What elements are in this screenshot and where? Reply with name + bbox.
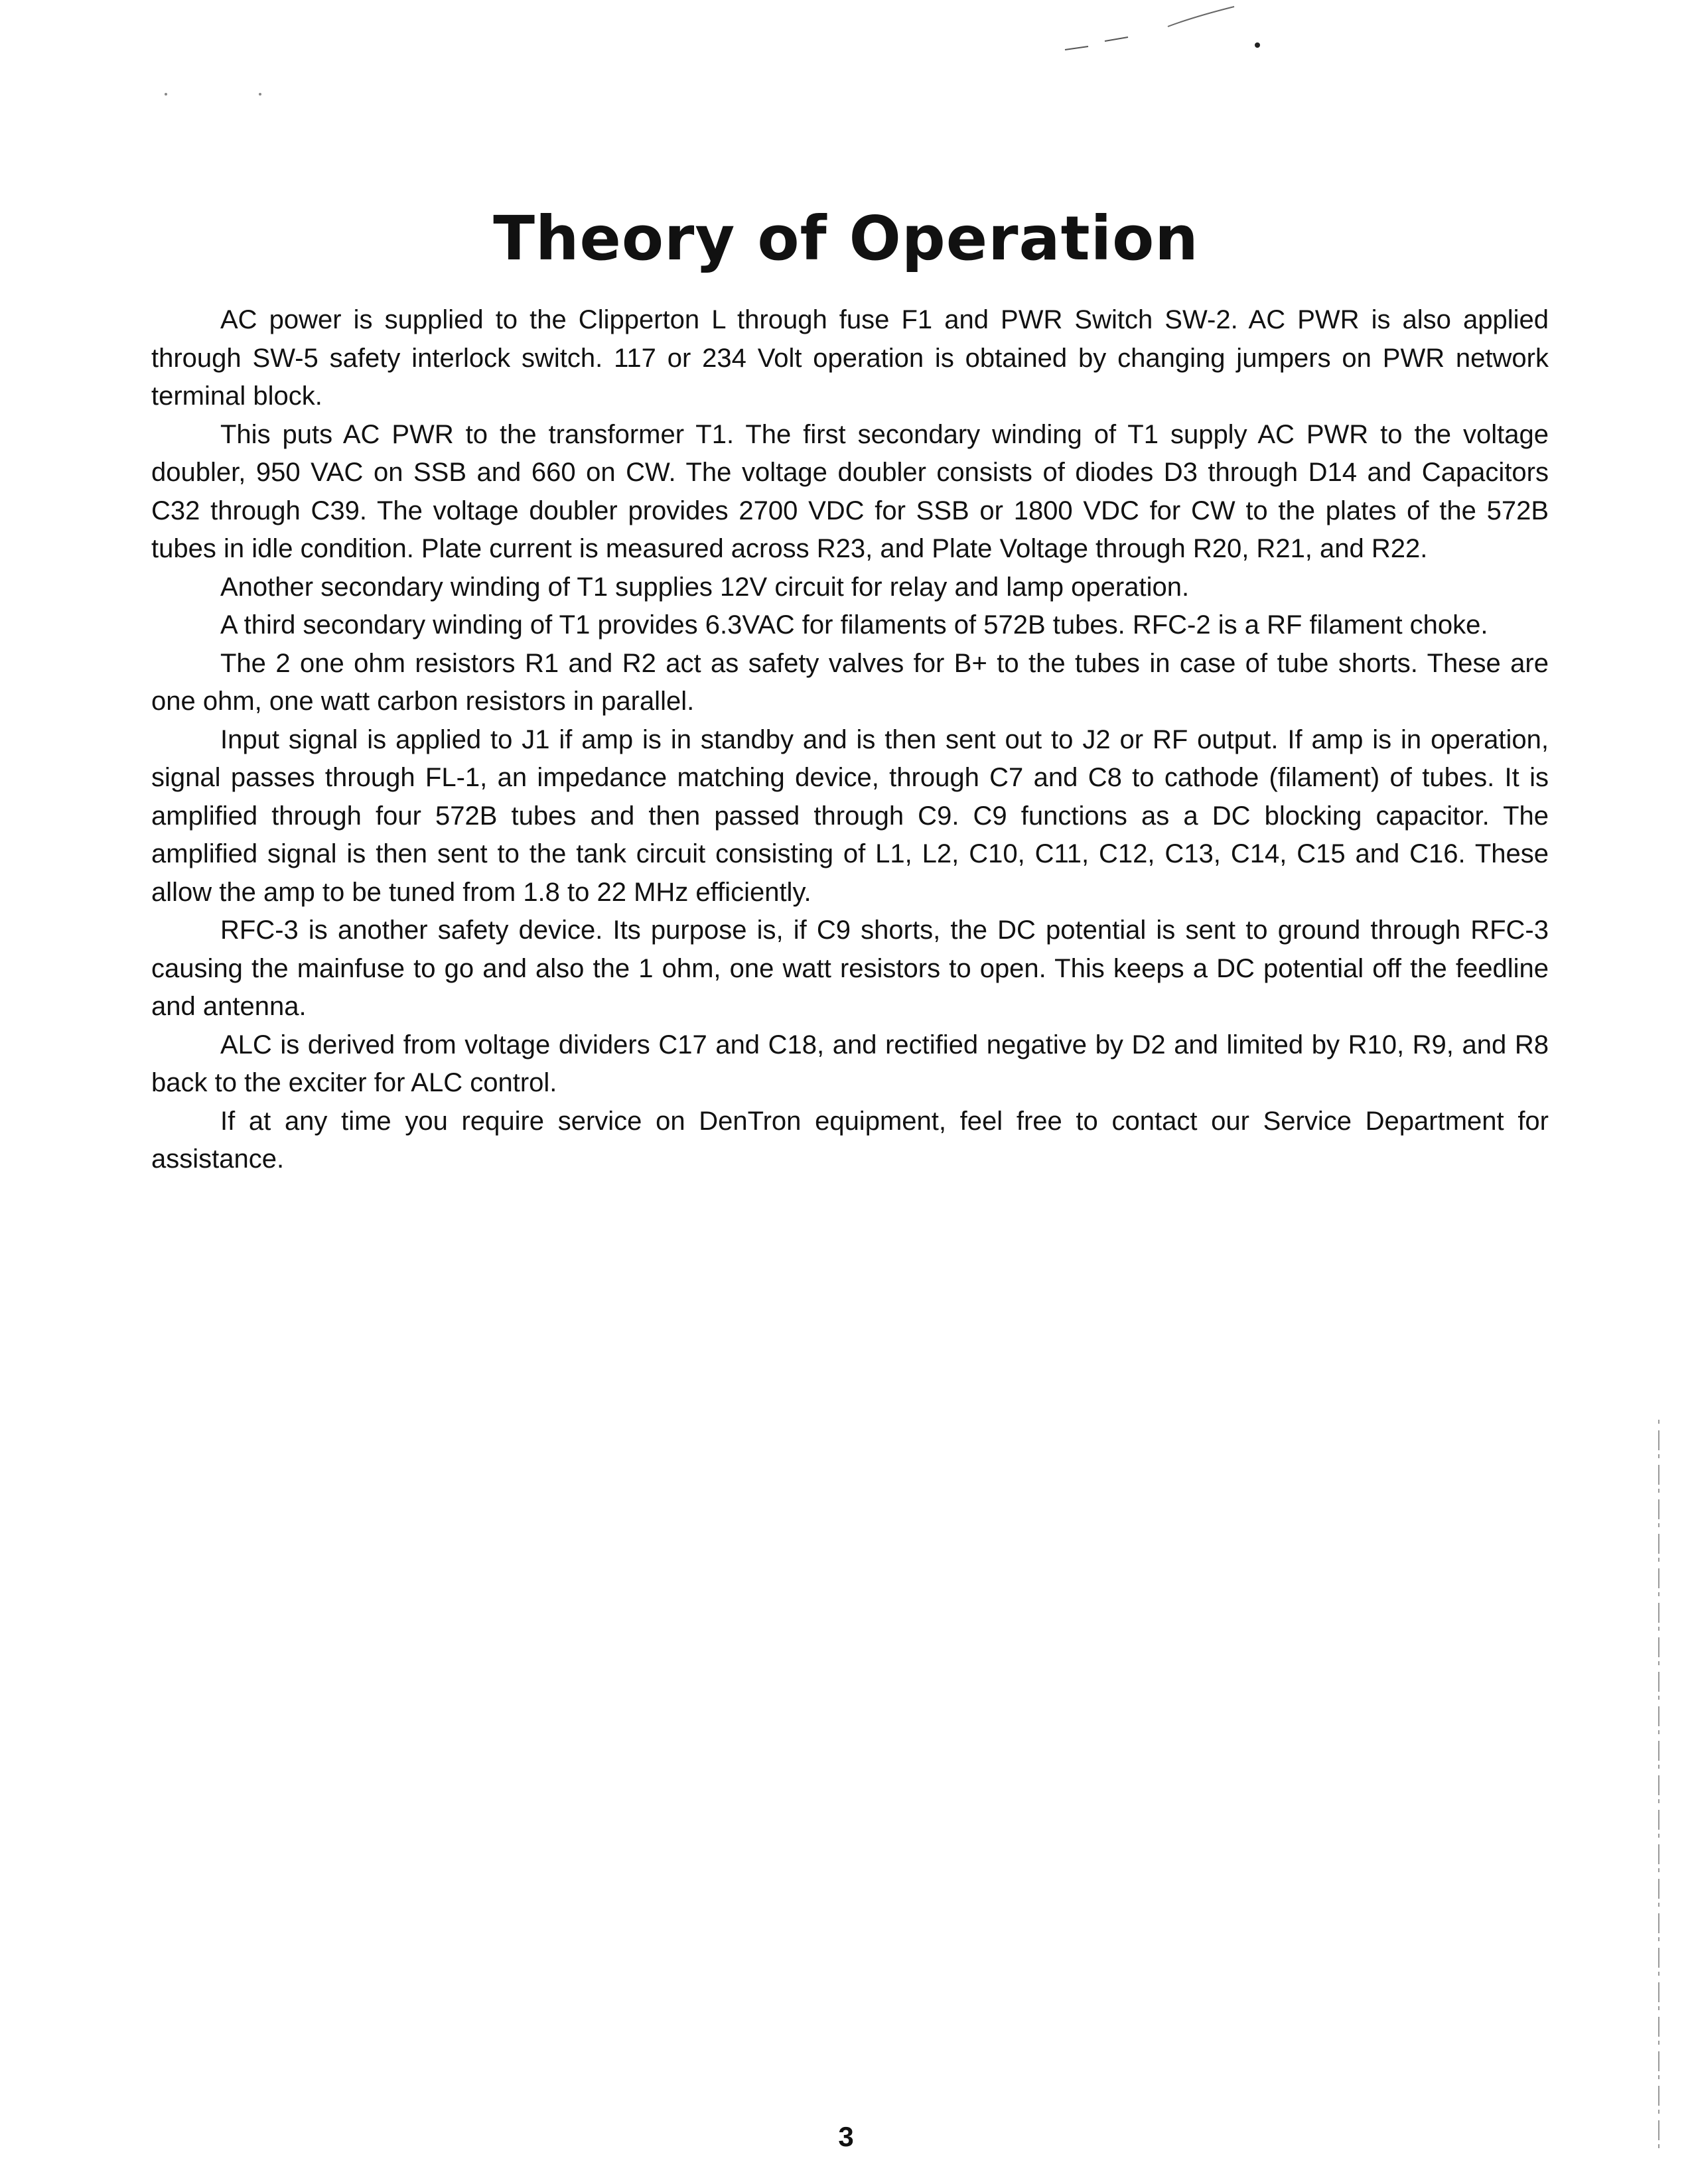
page-number: 3: [838, 2121, 854, 2152]
paragraph-rfc3: RFC-3 is another safety device. Its purpose is, if C9 shorts, the DC potential is sent to ground through RFC-3 causing the mainfuse to go and also the 1 ohm, one watt resistors to open. This keeps a DC potential off the feedline and antenna.: [151, 916, 1549, 1021]
scan-speck-2: [259, 93, 261, 96]
scan-mark-dash-1: [1065, 46, 1088, 50]
page-title: Theory of Operation: [493, 203, 1199, 274]
paragraph-resistors: The 2 one ohm resistors R1 and R2 act as safety valves for B+ to the tubes in case of tube shorts. These are one ohm, one watt carbon resistors in parallel.: [151, 648, 1549, 716]
scan-mark-stroke: [1168, 7, 1234, 27]
scan-mark-dot: [1255, 42, 1260, 48]
paragraph-alc: ALC is derived from voltage dividers C17 and C18, and rectified negative by D2 and limited by R10, R9, and R8 back to the exciter for ALC control.: [151, 1030, 1549, 1097]
paragraph-service: If at any time you require service on DenTron equipment, feel free to contact our Service Department for assistance.: [151, 1106, 1549, 1174]
paragraph-transformer: This puts AC PWR to the transformer T1. The first secondary winding of T1 supply AC PWR to the voltage doubler, 950 VAC on SSB and 660 on CW. The voltage doubler consists of diodes D3 through D14 and Capacitors C32 through C39. The voltage doubler provides 2700 VDC for SSB or 1800 VDC for CW to the plates of the 572B tubes in idle condition. Plate current is measured across R23, and Plate Voltage through R20, R21, and R22.: [151, 419, 1549, 563]
paragraph-input-signal: Input signal is applied to J1 if amp is in standby and is then sent out to J2 or RF output. If amp is in operation, signal passes through FL-1, an impedance matching device, through C7 and C8 to cathode (filament) of tubes. It is amplified through four 572B tubes and then passed through C9. C9 functions as a DC blocking capacitor. The amplified signal is then sent to the tank circuit consisting of L1, L2, C10, C11, C12, C13, C14, C15 and C16. These allow the amp to be tuned from 1.8 to 22 MHz efficiently.: [151, 724, 1549, 907]
scan-mark-dash-2: [1105, 37, 1128, 41]
body-text: [151, 301, 1549, 1179]
paragraph-relay-lamp: Another secondary winding of T1 supplies 12V circuit for relay and lamp operation.: [220, 572, 1190, 602]
paragraph-filaments: A third secondary winding of T1 provides 6.3VAC for filaments of 572B tubes. RFC-2 is a RF filament choke.: [220, 610, 1488, 640]
scan-speck-1: [165, 93, 167, 96]
paragraph-ac-power: AC power is supplied to the Clipperton L through fuse F1 and PWR Switch SW-2. AC PWR is also applied through SW-5 safety interlock switch. 117 or 234 Volt operation is obtained by changing jumpers on PWR network terminal block.: [151, 305, 1549, 411]
